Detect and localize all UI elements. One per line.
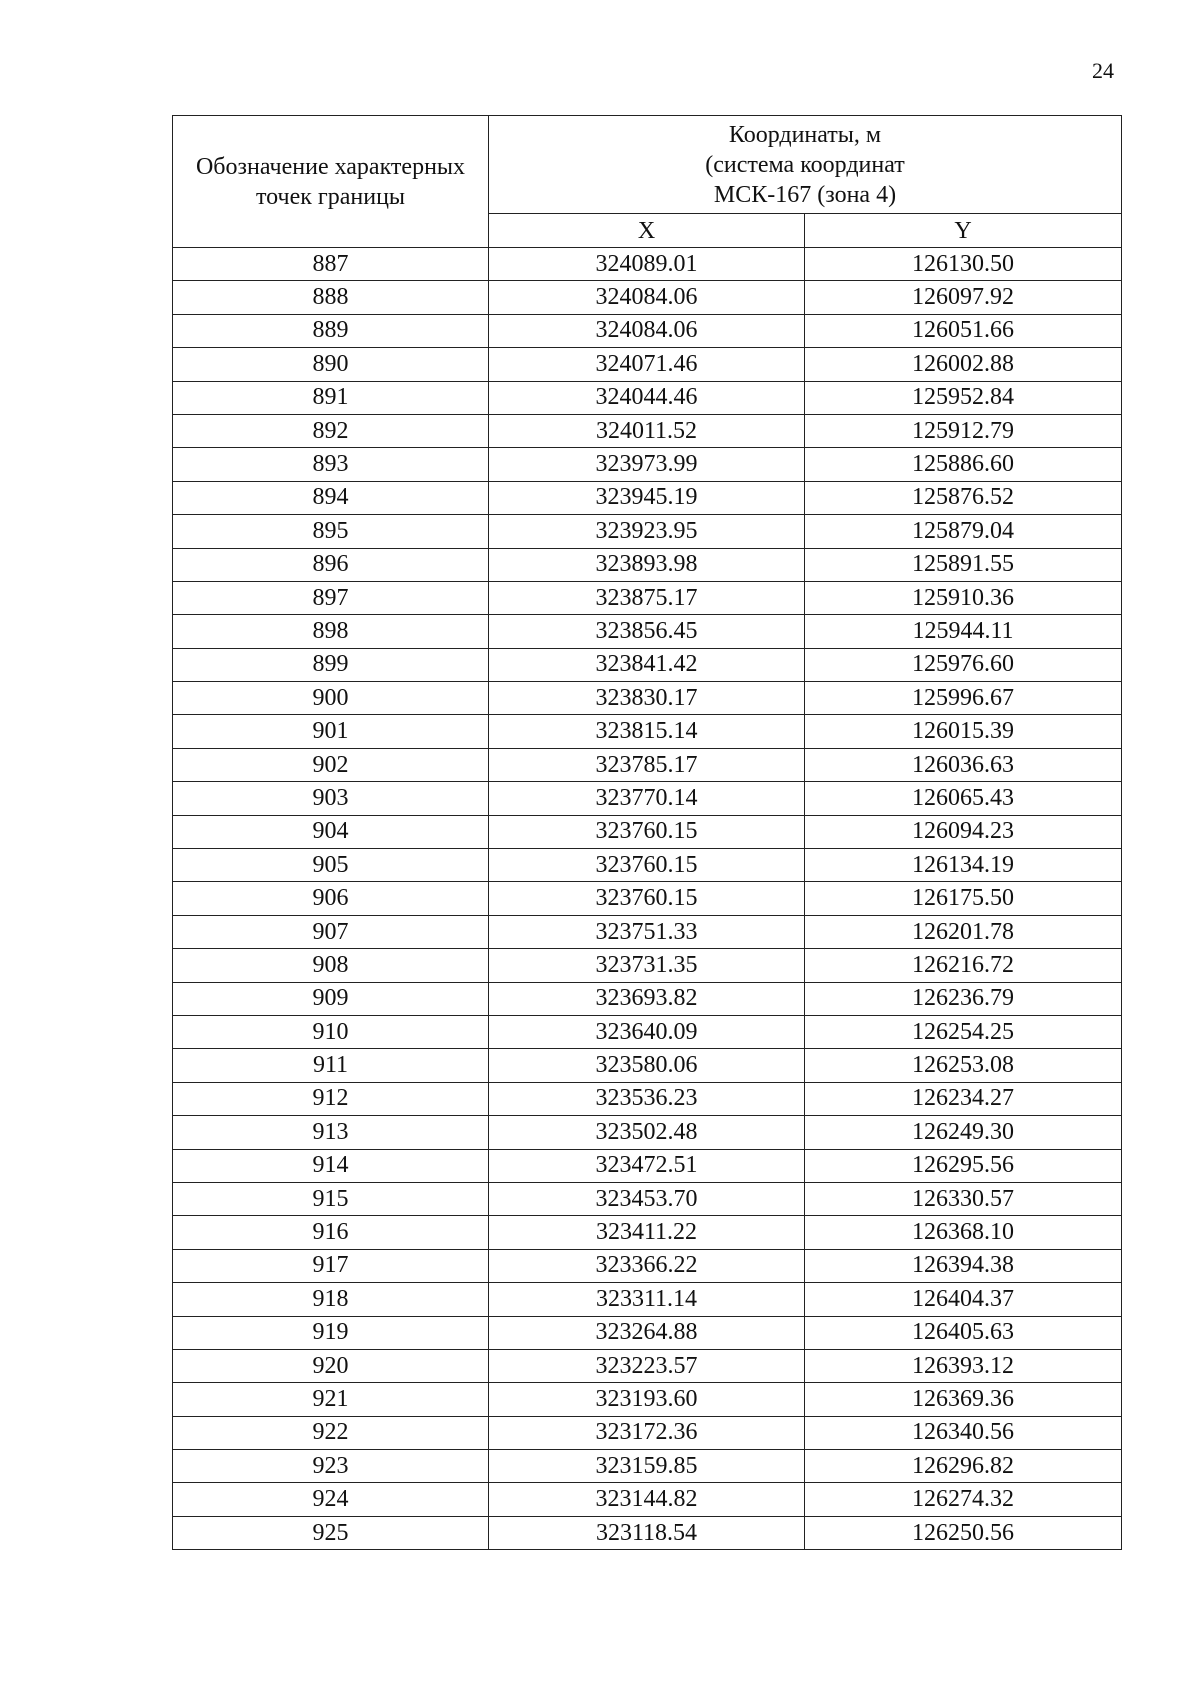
point-cell: 904 (173, 815, 489, 848)
table-row (173, 1383, 1122, 1416)
x-coordinate-cell: 324011.52 (489, 414, 805, 447)
point-cell: 910 (173, 1015, 489, 1048)
point-cell: 894 (173, 481, 489, 514)
x-coordinate-cell: 324084.06 (489, 281, 805, 314)
x-coordinate-cell: 323472.51 (489, 1149, 805, 1182)
table-row (173, 782, 1122, 815)
table-row (173, 682, 1122, 715)
table-row (173, 849, 1122, 882)
page-number: 24 (1092, 58, 1114, 83)
point-cell: 908 (173, 949, 489, 982)
table-row (173, 581, 1122, 614)
table-row (173, 1216, 1122, 1249)
x-coordinate-cell: 323366.22 (489, 1249, 805, 1282)
y-coordinate-cell: 126051.66 (805, 314, 1122, 347)
point-cell: 896 (173, 548, 489, 581)
point-cell: 889 (173, 314, 489, 347)
point-cell: 897 (173, 581, 489, 614)
x-coordinate-cell: 323893.98 (489, 548, 805, 581)
x-coordinate-cell: 323760.15 (489, 849, 805, 882)
point-cell: 906 (173, 882, 489, 915)
y-coordinate-cell: 125886.60 (805, 448, 1122, 481)
y-coordinate-cell: 126015.39 (805, 715, 1122, 748)
point-cell: 905 (173, 849, 489, 882)
y-coordinate-cell: 126404.37 (805, 1283, 1122, 1316)
x-coordinate-cell: 323973.99 (489, 448, 805, 481)
point-cell: 891 (173, 381, 489, 414)
point-cell: 911 (173, 1049, 489, 1082)
x-coordinate-cell: 323172.36 (489, 1416, 805, 1449)
y-coordinate-cell: 126234.27 (805, 1082, 1122, 1115)
point-cell: 916 (173, 1216, 489, 1249)
point-cell: 915 (173, 1182, 489, 1215)
point-cell: 909 (173, 982, 489, 1015)
table-row (173, 915, 1122, 948)
y-coordinate-cell: 125912.79 (805, 414, 1122, 447)
y-coordinate-cell: 126236.79 (805, 982, 1122, 1015)
y-coordinate-cell: 126175.50 (805, 882, 1122, 915)
table-row (173, 882, 1122, 915)
y-coordinate-cell: 126130.50 (805, 248, 1122, 281)
table-row (173, 1450, 1122, 1483)
y-coordinate-cell: 126253.08 (805, 1049, 1122, 1082)
table-row (173, 1015, 1122, 1048)
point-cell: 923 (173, 1450, 489, 1483)
table-row (173, 548, 1122, 581)
x-coordinate-cell: 323311.14 (489, 1283, 805, 1316)
table-row (173, 815, 1122, 848)
table-row (173, 648, 1122, 681)
coordinates-header-line3: МСК-167 (зона 4) (713, 181, 897, 208)
x-coordinate-cell: 323640.09 (489, 1015, 805, 1048)
table-body (173, 248, 1122, 1550)
x-coordinate-cell: 323536.23 (489, 1082, 805, 1115)
x-coordinate-cell: 323830.17 (489, 682, 805, 715)
point-cell: 920 (173, 1349, 489, 1382)
y-column-header: Y (805, 214, 1122, 248)
y-coordinate-cell: 126393.12 (805, 1349, 1122, 1382)
table-row (173, 1082, 1122, 1115)
point-cell: 890 (173, 348, 489, 381)
y-coordinate-cell: 125976.60 (805, 648, 1122, 681)
table-row (173, 314, 1122, 347)
y-coordinate-cell: 126296.82 (805, 1450, 1122, 1483)
point-cell: 907 (173, 915, 489, 948)
point-designation-header: Обозначение характерных точек границы (173, 116, 489, 248)
table-row (173, 1416, 1122, 1449)
table-row (173, 281, 1122, 314)
y-coordinate-cell: 126094.23 (805, 815, 1122, 848)
point-cell: 887 (173, 248, 489, 281)
point-cell: 900 (173, 682, 489, 715)
x-coordinate-cell: 324084.06 (489, 314, 805, 347)
table-row (173, 748, 1122, 781)
x-coordinate-cell: 323856.45 (489, 615, 805, 648)
y-coordinate-cell: 125952.84 (805, 381, 1122, 414)
y-coordinate-cell: 126036.63 (805, 748, 1122, 781)
y-coordinate-cell: 126097.92 (805, 281, 1122, 314)
y-coordinate-cell: 126274.32 (805, 1483, 1122, 1516)
table-row (173, 615, 1122, 648)
point-cell: 898 (173, 615, 489, 648)
y-coordinate-cell: 126249.30 (805, 1116, 1122, 1149)
table-row (173, 1116, 1122, 1149)
table-row (173, 481, 1122, 514)
y-coordinate-cell: 126368.10 (805, 1216, 1122, 1249)
point-cell: 922 (173, 1416, 489, 1449)
point-cell: 918 (173, 1283, 489, 1316)
table-row (173, 1249, 1122, 1282)
x-coordinate-cell: 323580.06 (489, 1049, 805, 1082)
table-row (173, 1283, 1122, 1316)
table-row (173, 1049, 1122, 1082)
y-coordinate-cell: 126254.25 (805, 1015, 1122, 1048)
y-coordinate-cell: 125910.36 (805, 581, 1122, 614)
table-row (173, 448, 1122, 481)
table-row (173, 515, 1122, 548)
point-cell: 893 (173, 448, 489, 481)
x-coordinate-cell: 323841.42 (489, 648, 805, 681)
point-cell: 899 (173, 648, 489, 681)
x-coordinate-cell: 323193.60 (489, 1383, 805, 1416)
x-coordinate-cell: 323760.15 (489, 882, 805, 915)
y-coordinate-cell: 125879.04 (805, 515, 1122, 548)
table-row (173, 1349, 1122, 1382)
table-row (173, 348, 1122, 381)
y-coordinate-cell: 126405.63 (805, 1316, 1122, 1349)
y-coordinate-cell: 126201.78 (805, 915, 1122, 948)
y-coordinate-cell: 126216.72 (805, 949, 1122, 982)
point-cell: 901 (173, 715, 489, 748)
x-coordinate-cell: 323923.95 (489, 515, 805, 548)
x-coordinate-cell: 323815.14 (489, 715, 805, 748)
point-cell: 921 (173, 1383, 489, 1416)
x-coordinate-cell: 323751.33 (489, 915, 805, 948)
y-coordinate-cell: 125996.67 (805, 682, 1122, 715)
table-row (173, 1516, 1122, 1549)
x-coordinate-cell: 323411.22 (489, 1216, 805, 1249)
x-coordinate-cell: 323264.88 (489, 1316, 805, 1349)
x-coordinate-cell: 324089.01 (489, 248, 805, 281)
x-coordinate-cell: 323502.48 (489, 1116, 805, 1149)
y-coordinate-cell: 126394.38 (805, 1249, 1122, 1282)
y-coordinate-cell: 126250.56 (805, 1516, 1122, 1549)
point-cell: 925 (173, 1516, 489, 1549)
x-coordinate-cell: 323159.85 (489, 1450, 805, 1483)
y-coordinate-cell: 125891.55 (805, 548, 1122, 581)
coordinates-header (489, 116, 1122, 214)
y-coordinate-cell: 126002.88 (805, 348, 1122, 381)
table-row (173, 414, 1122, 447)
y-coordinate-cell: 126369.36 (805, 1383, 1122, 1416)
y-coordinate-cell: 126134.19 (805, 849, 1122, 882)
y-coordinate-cell: 125876.52 (805, 481, 1122, 514)
x-coordinate-cell: 323760.15 (489, 815, 805, 848)
x-coordinate-cell: 323144.82 (489, 1483, 805, 1516)
y-coordinate-cell: 126330.57 (805, 1182, 1122, 1215)
x-coordinate-cell: 324044.46 (489, 381, 805, 414)
point-cell: 892 (173, 414, 489, 447)
x-coordinate-cell: 323453.70 (489, 1182, 805, 1215)
coordinates-header-line2: (система координат (705, 151, 905, 178)
table-row (173, 982, 1122, 1015)
y-coordinate-cell: 126295.56 (805, 1149, 1122, 1182)
x-coordinate-cell: 323118.54 (489, 1516, 805, 1549)
point-cell: 924 (173, 1483, 489, 1516)
x-coordinate-cell: 323770.14 (489, 782, 805, 815)
point-cell: 919 (173, 1316, 489, 1349)
point-cell: 902 (173, 748, 489, 781)
y-coordinate-cell: 126340.56 (805, 1416, 1122, 1449)
point-cell: 912 (173, 1082, 489, 1115)
y-coordinate-cell: 125944.11 (805, 615, 1122, 648)
x-coordinate-cell: 323223.57 (489, 1349, 805, 1382)
table-row (173, 1483, 1122, 1516)
x-coordinate-cell: 323945.19 (489, 481, 805, 514)
coordinates-table (172, 115, 1122, 1550)
table-header (173, 116, 1122, 248)
point-cell: 917 (173, 1249, 489, 1282)
point-cell: 913 (173, 1116, 489, 1149)
x-coordinate-cell: 323693.82 (489, 982, 805, 1015)
point-cell: 888 (173, 281, 489, 314)
y-coordinate-cell: 126065.43 (805, 782, 1122, 815)
x-column-header: X (489, 214, 805, 248)
table-row (173, 1149, 1122, 1182)
point-cell: 903 (173, 782, 489, 815)
coordinates-header-line1: Координаты, м (728, 121, 882, 148)
table-row (173, 1182, 1122, 1215)
table-row (173, 381, 1122, 414)
table-row (173, 1316, 1122, 1349)
point-cell: 895 (173, 515, 489, 548)
point-cell: 914 (173, 1149, 489, 1182)
x-coordinate-cell: 323785.17 (489, 748, 805, 781)
table-row (173, 715, 1122, 748)
table-row (173, 248, 1122, 281)
x-coordinate-cell: 323731.35 (489, 949, 805, 982)
x-coordinate-cell: 324071.46 (489, 348, 805, 381)
x-coordinate-cell: 323875.17 (489, 581, 805, 614)
table-row (173, 949, 1122, 982)
